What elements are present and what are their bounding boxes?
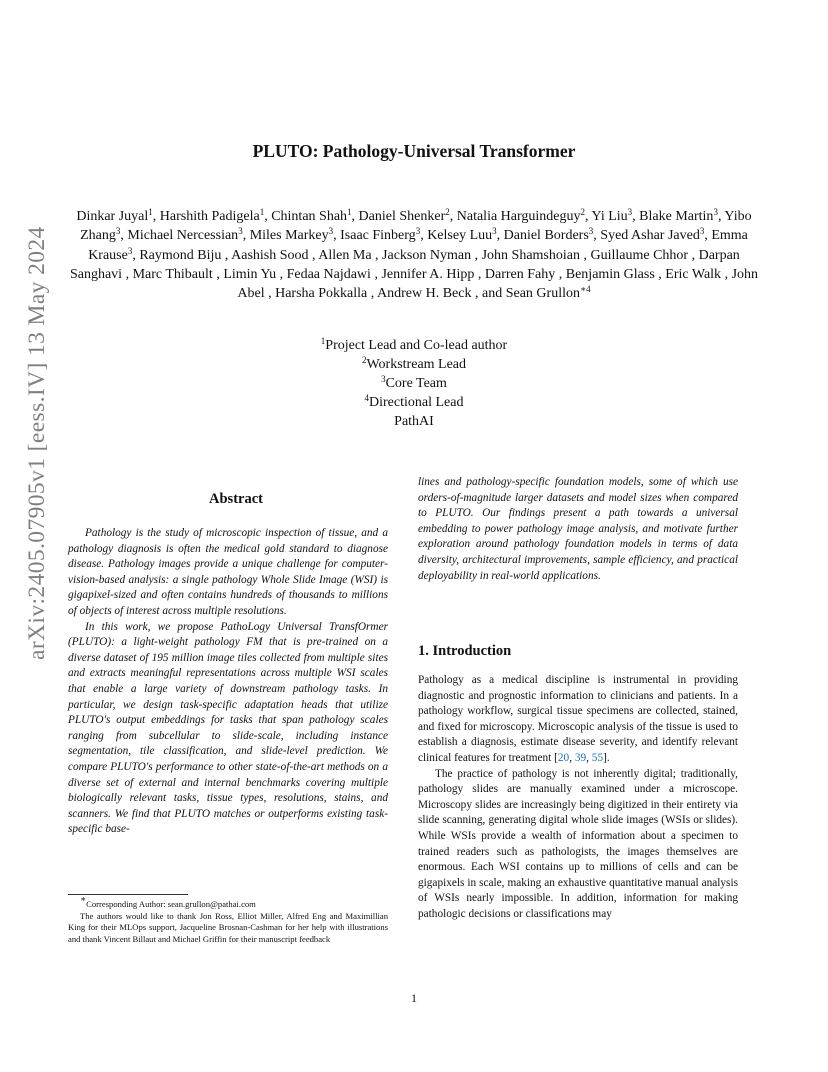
citation-link[interactable]: 20 bbox=[557, 751, 570, 764]
paper-title: PLUTO: Pathology-Universal Transformer bbox=[252, 141, 576, 161]
author-affiliation-mark: ∗4 bbox=[579, 284, 591, 295]
author-name: Jackson Nyman bbox=[382, 247, 472, 263]
author-name: Harshith Padigela bbox=[159, 209, 260, 224]
introduction-body bbox=[418, 673, 738, 923]
citation-link[interactable]: 55 bbox=[591, 751, 604, 764]
author-name: Natalia Harguindeguy bbox=[456, 209, 581, 224]
abstract-continuation bbox=[418, 475, 738, 584]
author-name: Daniel Borders bbox=[503, 228, 589, 244]
introduction-paragraph: The practice of pathology is not inherently digital; traditionally, pathology slides are manually examined under a microscope. Microscopy slides are increasingly being digitized in their entirety via slide scanning, generating digital whole slide images (WSIs or slides). While WSIs provide a wealth of information about a specimen to trained readers such as pathologists, the images themselves are enormous. Each WSI contains up to millions of cells and can be gigapixels in scale, making an exhaustive quantitative manual analysis of WSIs nearly impossible. In addition, information for making pathologic decisions or classifications may bbox=[418, 767, 738, 920]
section-heading-introduction: 1. Introduction bbox=[418, 643, 512, 659]
author-name: John Abel bbox=[237, 266, 759, 302]
author-name: Blake Martin bbox=[639, 209, 714, 224]
author-name: Miles Markey bbox=[249, 228, 329, 244]
affiliation-item: $^2$Workstream Lead bbox=[361, 355, 467, 372]
author-name: Darren Fahy bbox=[484, 266, 556, 282]
author-name: Dinkar Juyal bbox=[76, 209, 149, 224]
author-name: John Shamshoian bbox=[481, 247, 580, 263]
author-affiliation-mark: 3 bbox=[492, 226, 497, 237]
author-conjunction: and bbox=[481, 286, 503, 302]
author-name: Guillaume Chhor bbox=[590, 247, 689, 263]
author-affiliation-mark: 2 bbox=[445, 207, 450, 217]
author-name: Benjamin Glass bbox=[565, 266, 655, 282]
affiliation-item: $^4$Directional Lead bbox=[364, 393, 464, 410]
page-number: 1 bbox=[411, 991, 417, 1005]
affiliation-organization: PathAI bbox=[394, 414, 434, 429]
author-name: Isaac Finberg bbox=[340, 228, 416, 244]
author-affiliation-mark: 3 bbox=[415, 226, 421, 237]
author-name: Marc Thibault bbox=[132, 266, 213, 282]
arxiv-identifier: arXiv:2405.07905v1 [eess.IV] 13 May 2024 bbox=[24, 226, 50, 660]
citation-link[interactable]: 39 bbox=[574, 751, 587, 764]
footnote-acknowledgement: The authors would like to thank Jon Ross, Elliot Miller, Alfred Eng and Maximillian King for their MLOps support, Jacqueline Brosnan-Cashman for her help with illustrations and thank Vincent Billaut and Michael Griffin for their manuscript feedback bbox=[68, 910, 388, 945]
author-name: Jennifer A. Hipp bbox=[381, 266, 475, 282]
abstract-paragraph: In this work, we propose PathoLogy Universal TransfOrmer (PLUTO): a light-weight pathology FM that is pre-trained on a diverse dataset of 195 million image tiles collected from multiple sites and extracts meaningful representations across multiple WSI scales that enable a large variety of downstream pathology tasks. In particular, we design task-specific adaptation heads that utilize PLUTO's output embeddings for tasks that span pathology scales ranging from subcellular to slide-scale, including instance segmentation, tile classification, and slide-level prediction. We compare PLUTO's performance to other state-of-the-art methods on a diverse set of external and internal benchmarks covering multiple biologically relevant tasks, tissue types, resolutions, stains, and scanners. We find that PLUTO matches or outperforms existing task-specific base- bbox=[68, 620, 388, 836]
author-name: Chintan Shah bbox=[271, 209, 348, 224]
author-name: Raymond Biju bbox=[139, 247, 222, 263]
affiliation-item: $^1$Project Lead and Co-lead author bbox=[320, 336, 508, 353]
author-affiliation-mark: 3 bbox=[699, 226, 705, 237]
author-name: Darpan Sanghavi bbox=[69, 247, 740, 282]
author-name: Harsha Pokkalla bbox=[275, 286, 368, 302]
author-name: Emma Krause bbox=[88, 228, 748, 263]
author-name: Limin Yu bbox=[223, 266, 277, 282]
author-list: Dinkar Juyal$^1$, Harshith Padigela$^1$, Chintan Shah$^1$, Daniel Shenker$^2$, Natalia Harguindeguy$^2$, Yi Liu$^3$, Blake Martin$^3$, Yibo Zhang$^3$, Michael Nercessian$^3$, Miles Markey$^3$, Isaac Finberg$^3$, Kelsey Luu$^3$, Daniel Borders$^3$, Syed Ashar Javed$^3$, Emma Krause$^3$, Raymond Biju , Aashish Sood , Allen Ma , Jackson Nyman , John Shamshoian , Guillaume Chhor , Darpan Sanghavi , Marc Thibault , Limin Yu , Fedaa Najdawi , Jennifer A. Hipp , Darren Fahy , Benjamin Glass , Eric Walk , John Abel , Harsha Pokkalla , Andrew H. Beck , and Sean Grullon$^{∗4}$ bbox=[69, 207, 759, 302]
author-affiliation-mark: 3 bbox=[127, 245, 133, 256]
abstract-paragraph: lines and pathology-specific foundation models, some of which use orders-of-magnitude larger datasets and model sizes when compared to PLUTO. Our findings present a path towards a universal embedding to power pathology image analysis, and motivate further exploration around pathology foundation models in terms of data diversity, architectural improvements, sample efficiency, and practical deployability in real-world applications. bbox=[418, 476, 738, 582]
author-name: Kelsey Luu bbox=[427, 228, 493, 244]
author-affiliation-mark: 1 bbox=[259, 207, 265, 217]
abstract-body bbox=[68, 526, 388, 838]
author-affiliation-mark: 3 bbox=[713, 207, 718, 217]
author-name: Yi Liu bbox=[591, 209, 628, 224]
footnote-corresponding-author: ∗Corresponding Author: sean.grullon@pathai.com bbox=[80, 894, 256, 909]
introduction-paragraph: Pathology as a medical discipline is instrumental in providing diagnostic and prognostic information to clinicians and patients. In a pathology workflow, surgical tissue specimens are collected, stained, and fixed for microscopy. Microscopic analysis of the tissue is used to establish a diagnosis, estimate disease severity, and identify relevant clinical features for treatment [20, 39, 55]. bbox=[418, 674, 738, 764]
author-name: Michael Nercessian bbox=[127, 228, 239, 244]
author-name: Syed Ashar Javed bbox=[600, 228, 700, 244]
author-affiliation-mark: 3 bbox=[627, 207, 633, 217]
author-affiliation-mark: 3 bbox=[238, 226, 243, 237]
author-name: Sean Grullon bbox=[505, 286, 580, 302]
abstract-paragraph: Pathology is the study of microscopic inspection of tissue, and a pathology diagnosis is often the medical gold standard to diagnose disease. Pathology images provide a unique challenge for computer-vision-based analysis: a single pathology Whole Slide Image (WSI) is gigapixel-sized and often contains hundreds of thousands to millions of objects of interest across multiple resolutions. bbox=[68, 527, 388, 617]
author-affiliation-mark: 3 bbox=[328, 226, 334, 237]
author-name: Eric Walk bbox=[665, 266, 722, 282]
author-affiliation-mark: 1 bbox=[347, 207, 352, 217]
author-affiliation-mark: 3 bbox=[588, 226, 594, 237]
affiliation-item: $^3$Core Team bbox=[381, 374, 447, 391]
author-affiliation-mark: 1 bbox=[148, 207, 153, 217]
author-affiliation-mark: 2 bbox=[580, 207, 586, 217]
affiliation-list bbox=[200, 336, 628, 431]
author-name: Fedaa Najdawi bbox=[286, 266, 371, 282]
author-name: Yibo Zhang bbox=[80, 209, 752, 244]
abstract-heading: Abstract bbox=[209, 491, 263, 507]
author-name: Andrew H. Beck bbox=[377, 286, 472, 302]
author-affiliation-mark: 3 bbox=[115, 226, 121, 237]
author-name: Aashish Sood bbox=[231, 247, 309, 263]
footnotes bbox=[68, 894, 388, 946]
author-name: Allen Ma bbox=[318, 247, 372, 263]
author-name: Daniel Shenker bbox=[358, 209, 446, 224]
